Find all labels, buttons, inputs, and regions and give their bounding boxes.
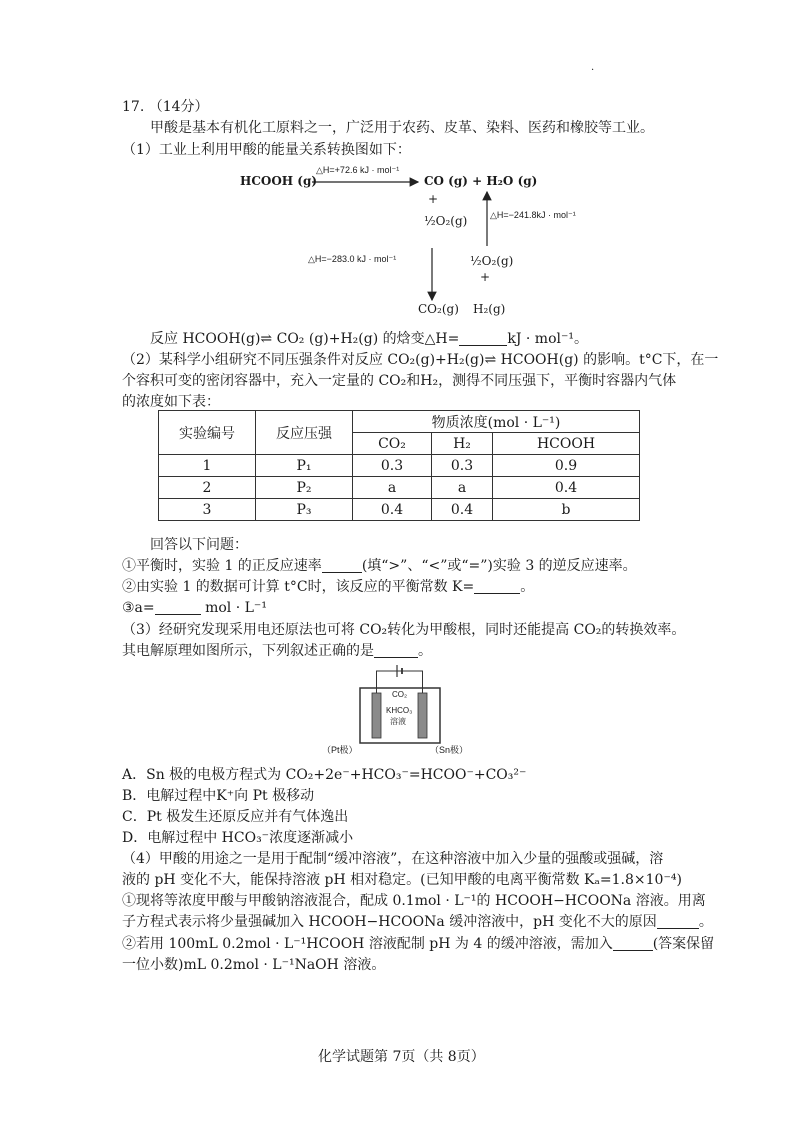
header-hcooh: HCOOH xyxy=(493,433,640,455)
h2-label: H₂(g) xyxy=(473,302,506,316)
dh1-label: △H=+72.6 kJ · mol⁻¹ xyxy=(316,165,400,175)
page-footer: 化学试题第 7页（共 8页） xyxy=(318,1049,485,1065)
plus-sign-2: + xyxy=(480,270,491,284)
cell-exp-no: 3 xyxy=(159,499,256,521)
electrolysis-cell xyxy=(322,663,480,763)
question-score: （14分） xyxy=(148,99,209,115)
part2-line1: （2）某科学小组研究不同压强条件对反应 CO₂(g)+H₂(g)⇌ HCOOH(g) 的影响。t°C下，在一 xyxy=(122,352,719,368)
option-a[interactable]: A．Sn 极的电极方程式为 CO₂+2e⁻+HCO₃⁻=HCOO⁻+CO₃²⁻ xyxy=(122,767,527,783)
half-o2-label-b: ½O₂(g) xyxy=(470,254,514,268)
question-number-label: 17. xyxy=(122,99,145,115)
cell-exp-no: 2 xyxy=(159,477,256,499)
header-co2: CO₂ xyxy=(353,433,432,455)
part1-question-unit: kJ · mol⁻¹。 xyxy=(507,331,588,347)
cell-h2: 0.3 xyxy=(432,455,493,477)
part2-q3-text: ③a= xyxy=(122,600,155,616)
cell-pressure: P₃ xyxy=(256,499,353,521)
answer-blank-volume[interactable] xyxy=(613,936,653,951)
dh2-label: △H=−241.8kJ · mol⁻¹ xyxy=(490,210,576,220)
sn-electrode-label: （Sn极） xyxy=(430,745,469,755)
cell-co2: a xyxy=(353,477,432,499)
answer-blank-dh[interactable] xyxy=(459,331,507,346)
cell-solution-label-1: KHCO₃ xyxy=(386,706,413,715)
part1-title: （1）工业上利用甲酸的能量关系转换图如下： xyxy=(122,142,411,158)
cell-hcooh: b xyxy=(493,499,640,521)
answer-blank-reason[interactable] xyxy=(657,914,699,929)
part3-line2-text: 其电解原理如图所示，下列叙述正确的是 xyxy=(122,643,374,659)
option-b[interactable]: B．电解过程中K⁺向 Pt 极移动 xyxy=(122,788,315,804)
answer-blank-k[interactable] xyxy=(474,579,520,594)
answer-blank-a[interactable] xyxy=(155,600,201,615)
energy-diagram xyxy=(200,162,620,322)
part3-line2-tail: 。 xyxy=(418,643,432,659)
header-pressure: 反应压强 xyxy=(256,411,353,455)
part4-line5-tail: (答案保留 xyxy=(652,936,715,952)
cell-hcooh: 0.9 xyxy=(493,455,640,477)
part2-q1 xyxy=(122,556,637,576)
header-concentration: 物质浓度(mol · L⁻¹) xyxy=(353,411,640,433)
table-row xyxy=(159,499,640,521)
header-h2: H₂ xyxy=(432,433,493,455)
part4-line4-text: 子方程式表示将少量强碱加入 HCOOH−HCOONa 缓冲溶液中，pH 变化不大的原因 xyxy=(122,914,657,930)
part3-line2 xyxy=(122,641,432,661)
co2-label: CO₂(g) xyxy=(418,302,459,316)
corner-mark: . xyxy=(591,62,595,73)
answer-blank-choice[interactable] xyxy=(374,643,418,658)
option-c[interactable]: C．Pt 极发生还原反应并有气体逸出 xyxy=(122,809,349,825)
hcooh-label: HCOOH (g) xyxy=(240,174,318,188)
table-row xyxy=(159,455,640,477)
cell-co2: 0.3 xyxy=(353,455,432,477)
part4-line4 xyxy=(122,912,713,932)
header-exp-no: 实验编号 xyxy=(159,411,256,455)
table-row xyxy=(159,477,640,499)
pt-electrode-label: （Pt极） xyxy=(322,745,358,755)
part2-q2 xyxy=(122,577,534,597)
cell-h2: a xyxy=(432,477,493,499)
part4-line3: ①现将等浓度甲酸与甲酸钠溶液混合，配成 0.1mol · L⁻¹的 HCOOH−HCOONa 溶液。用离 xyxy=(122,893,706,909)
sn-electrode xyxy=(418,693,427,738)
question-number xyxy=(122,97,209,117)
part4-line6: 一位小数)mL 0.2mol · L⁻¹NaOH 溶液。 xyxy=(122,957,386,973)
part1-question-text: 反应 HCOOH(g)⇌ CO₂ (g)+H₂(g) 的焓变△H= xyxy=(150,331,460,347)
cell-co2: 0.4 xyxy=(353,499,432,521)
co-h2o-label: CO (g) + H₂O (g) xyxy=(424,174,538,188)
part2-q2-text: ②由实验 1 的数据可计算 t°C时，该反应的平衡常数 K= xyxy=(122,579,475,595)
concentration-table xyxy=(158,410,640,521)
part2-line3: 的浓度如下表： xyxy=(122,394,220,410)
part2-q3-unit: mol · L⁻¹ xyxy=(205,600,267,616)
answer-prompt: 回答以下问题： xyxy=(150,537,248,553)
dh3-label: △H=−283.0 kJ · mol⁻¹ xyxy=(308,254,397,264)
cell-pressure: P₁ xyxy=(256,455,353,477)
cell-hcooh: 0.4 xyxy=(493,477,640,499)
answer-blank-rate[interactable] xyxy=(322,558,362,573)
option-d[interactable]: D．电解过程中 HCO₃⁻浓度逐渐减小 xyxy=(122,830,354,846)
part4-line5-text: ②若用 100mL 0.2mol · L⁻¹HCOOH 溶液配制 pH 为 4 的缓冲溶液，需加入 xyxy=(122,936,613,952)
cell-pressure: P₂ xyxy=(256,477,353,499)
part4-line4-tail: 。 xyxy=(698,914,713,930)
cell-h2: 0.4 xyxy=(432,499,493,521)
cell-exp-no: 1 xyxy=(159,455,256,477)
part4-line5 xyxy=(122,934,714,954)
cell-gas-label: CO₂ xyxy=(392,690,408,699)
part2-line2: 个容积可变的密闭容器中，充入一定量的 CO₂和H₂，测得不同压强下，平衡时容器内气体 xyxy=(122,373,677,389)
table-header-row xyxy=(159,411,640,433)
part4-line2: 液的 pH 变化不大，能保持溶液 pH 相对稳定。(已知甲酸的电离平衡常数 Kₐ=1.8×10⁻⁴) xyxy=(122,872,682,888)
part2-q1-tail: (填“>”、“<”或“=”)实验 3 的逆反应速率。 xyxy=(361,558,637,574)
part3-line1: （3）经研究发现采用电还原法也可将 CO₂转化为甲酸根，同时还能提高 CO₂的转换效率。 xyxy=(122,622,686,638)
intro-text: 甲酸是基本有机化工原料之一，广泛用于农药、皮革、染料、医药和橡胶等工业。 xyxy=(150,120,654,136)
half-o2-label-a: ½O₂(g) xyxy=(424,214,468,228)
part2-q2-tail: 。 xyxy=(520,579,535,595)
cell-solution-label-2: 溶液 xyxy=(390,717,406,726)
part1-question xyxy=(150,329,588,349)
part2-q3 xyxy=(122,598,267,618)
part4-line1: （4）甲酸的用途之一是用于配制“缓冲溶液”，在这种溶液中加入少量的强酸或强碱，溶 xyxy=(122,851,664,867)
part2-q1-text: ①平衡时，实验 1 的正反应速率 xyxy=(122,558,322,574)
pt-electrode xyxy=(372,693,381,738)
plus-sign-1: + xyxy=(428,192,439,206)
